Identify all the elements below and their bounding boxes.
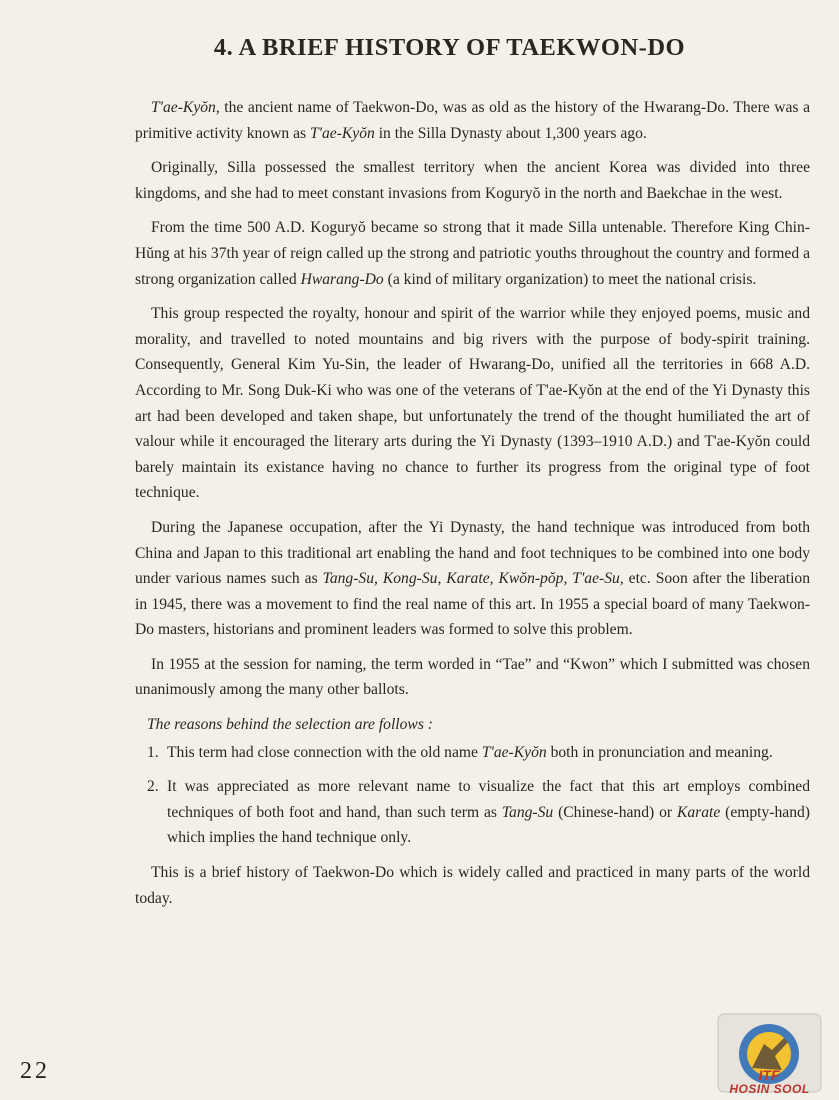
body-text (135, 95, 810, 920)
term-names-list: Tang-Su, Kong-Su, Karate, Kwŏn-pŏp, T'ae-Su, (322, 570, 624, 588)
logo-caption: HOSIN SOOL (729, 1082, 810, 1096)
page-number: 22 (20, 1058, 50, 1084)
paragraph-3: From the time 500 A.D. Koguryŏ became so strong that it made Silla untenable. Therefore King Chin-Hŭng at his 37th year of reign called up the strong and patriotic youths throughout the country and formed a strong organization called Hwarang-Do (a kind of military organization) to meet the national crisis. (135, 219, 810, 288)
paragraph-1: T'ae-Kyŏn, the ancient name of Taekwon-Do, was as old as the history of the Hwarang-Do. There was a primitive activity known as T'ae-Kyŏn in the Silla Dynasty about 1,300 years ago. (135, 99, 810, 142)
reasons-list (135, 740, 810, 851)
paragraph-5: During the Japanese occupation, after the Yi Dynasty, the hand technique was introduced from both China and Japan to this traditional art enabling the hand and foot techniques to be combined into one body under various names such as Tang-Su, Kong-Su, Karate, Kwŏn-pŏp, T'ae-Su, etc. Soon after the liberation in 1945, there was a movement to find the real name of this art. In 1955 a special board of many Taekwon-Do masters, historians and prominent leaders was formed to solve this problem. (135, 518, 810, 639)
term-hwarang-do: Hwarang-Do (300, 270, 384, 288)
term-karate: Karate (676, 803, 721, 821)
list-item: 2. It was appreciated as more relevant name to visualize the fact that this art employs combined techniques of both foot and hand, than such term as Tang-Su (Chinese-hand) or Karate (empty-hand) which implies the hand technique only. (135, 774, 810, 851)
term-taekyon: T'ae-Kyŏn (309, 124, 375, 142)
term-taekyon: T'ae-Kyŏn (481, 743, 547, 761)
list-item: 1. This term had close connection with the old name T'ae-Kyŏn both in pronunciation and meaning. (135, 740, 810, 766)
logo-badge-text: ITF (758, 1067, 780, 1083)
paragraph-4: This group respected the royalty, honour and spirit of the warrior while they enjoyed poems, music and morality, and travelled to noted mountains and big rivers with the purpose of body-spirit training. Consequently, General Kim Yu-Sin, the leader of Hwarang-Do, unified all the territories in 668 A.D. According to Mr. Song Duk-Ki who was one of the veterans of T'ae-Kyŏn at the end of the Yi Dynasty this art had been developed and taken shape, but unfortunately the trend of the thought humiliated the art of valour while it encouraged the literary arts during the Yi Dynasty (1393–1910 A.D.) and T'ae-Kyŏn could barely maintain its existance having no chance to further its progress from the original type of foot technique. (135, 305, 810, 502)
reasons-heading: The reasons behind the selection are follows : (147, 716, 433, 734)
paragraph-7: This is a brief history of Taekwon-Do which is widely called and practiced in many parts of the world today. (135, 864, 810, 907)
paragraph-2: Originally, Silla possessed the smallest territory when the ancient Korea was divided into three kingdoms, and she had to meet constant invasions from Koguryŏ in the north and Baekchae in the west. (135, 159, 810, 202)
term-taekyon: T'ae-Kyŏn, (151, 99, 220, 116)
page-title: 4. A BRIEF HISTORY OF TAEKWON-DO (213, 34, 686, 61)
list-number: 2. (147, 778, 159, 796)
paragraph-6: In 1955 at the session for naming, the term worded in “Tae” and “Kwon” which I submitted was chosen unanimously among the many other ballots. (135, 655, 810, 699)
list-number: 1. (147, 743, 159, 761)
term-tang-su: Tang-Su (501, 803, 554, 821)
